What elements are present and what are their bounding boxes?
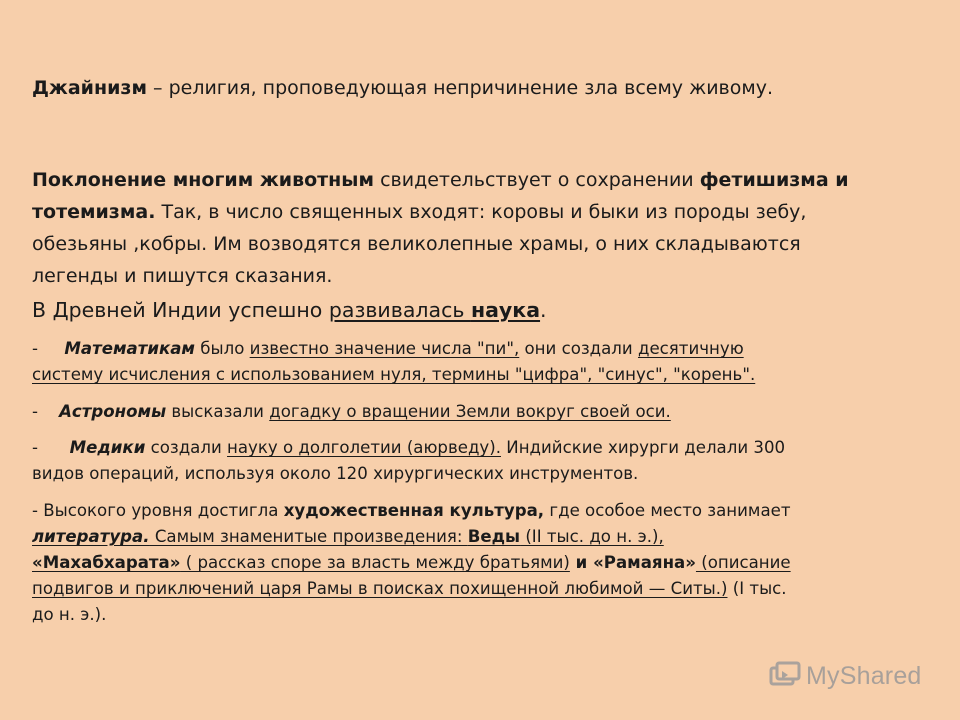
list-item-astronomers: - Астрономы высказали догадку о вращении Земли вокруг своей оси. [32,402,671,421]
myshared-logo[interactable] [768,656,928,696]
paragraph-animal-worship: Поклонение многим животным свидетельствует о сохранении фетишизма и тотемизма. Так, в число священных входят: коровы и быки из породы зебу, обезьяны ,кобры. Им возводятся великолепные храмы, о них складываются легенды и пишутся сказания. [32,169,849,287]
term-jainism: Джайнизм [32,77,147,99]
paragraph-jainism: Джайнизм – религия, проповедующая непричинение зла всему живому. [32,77,773,99]
list-item-physicians: - Медики создали науку о долголетии (аюрведу). Индийские хирурги делали 300 видов операций, используя около 120 хирургических инструментов. [32,438,786,483]
list-item-mathematicians: - Математикам было известно значение числа "пи", они создали десятичную систему исчисления с использованием нуля, термины "цифра", "синус", "корень". [32,339,756,384]
paragraph-science: В Древней Индии успешно развивалась наука. [32,298,547,322]
paragraph-culture: - Высокого уровня достигла художественная культура, где особое место занимает литература. Самым знаменитые произведения: Веды (II тыс. до н. э.), «Махабхарата» ( рассказ споре за власть между братьями) и «Рамаяна» (описание подвигов и приключений царя Рамы в поисках похищенной любимой — Ситы.) (I тыс. до н. э.). [32,501,791,624]
myshared-logo-icon [768,659,802,693]
myshared-logo-text: MyShared [806,661,922,690]
